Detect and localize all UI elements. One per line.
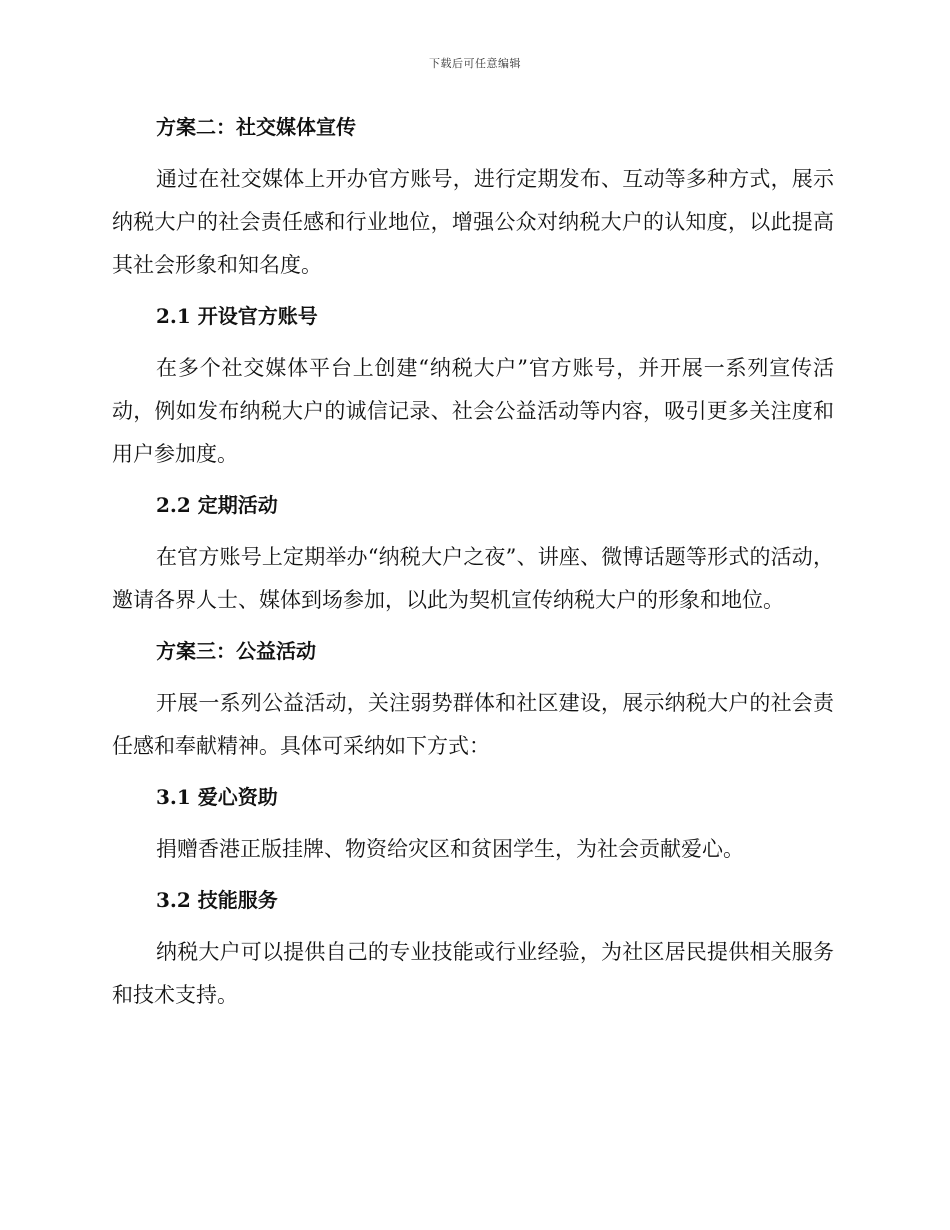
- paragraph-plan-two-intro: 通过在社交媒体上开办官方账号，进行定期发布、互动等多种方式，展示纳税大户的社会责任感和行业地位，增强公众对纳税大户的认知度，以此提高其社会形象和知名度。: [112, 167, 834, 277]
- subsection-heading-2-2: 2.2 定期活动: [156, 493, 278, 517]
- paragraph-plan-three-intro: 开展一系列公益活动，关注弱势群体和社区建设，展示纳税大户的社会责任感和奉献精神。具体可采纳如下方式：: [112, 691, 834, 758]
- paragraph-2-2: 在官方账号上定期举办“纳税大户之夜”、讲座、微博话题等形式的活动，邀请各界人士、媒体到场参加，以此为契机宣传纳税大户的形象和地位。: [112, 545, 834, 612]
- document-body: [112, 112, 834, 1017]
- paragraph-3-2: 纳税大户可以提供自己的专业技能或行业经验，为社区居民提供相关服务和技术支持。: [112, 940, 834, 1007]
- section-heading-plan-two: 方案二：社交媒体宣传: [156, 115, 356, 139]
- subsection-heading-3-2: 3.2 技能服务: [156, 888, 278, 912]
- page-header: 下载后可任意编辑: [429, 57, 521, 70]
- paragraph-2-1: 在多个社交媒体平台上创建“纳税大户”官方账号，并开展一系列宣传活动，例如发布纳税大户的诚信记录、社会公益活动等内容，吸引更多关注度和用户参加度。: [112, 356, 834, 466]
- paragraph-3-1: 捐赠香港正版挂牌、物资给灾区和贫困学生，为社会贡献爱心。: [156, 837, 744, 861]
- subsection-heading-2-1: 2.1 开设官方账号: [156, 304, 318, 328]
- subsection-heading-3-1: 3.1 爱心资助: [156, 785, 278, 809]
- section-heading-plan-three: 方案三：公益活动: [156, 639, 316, 663]
